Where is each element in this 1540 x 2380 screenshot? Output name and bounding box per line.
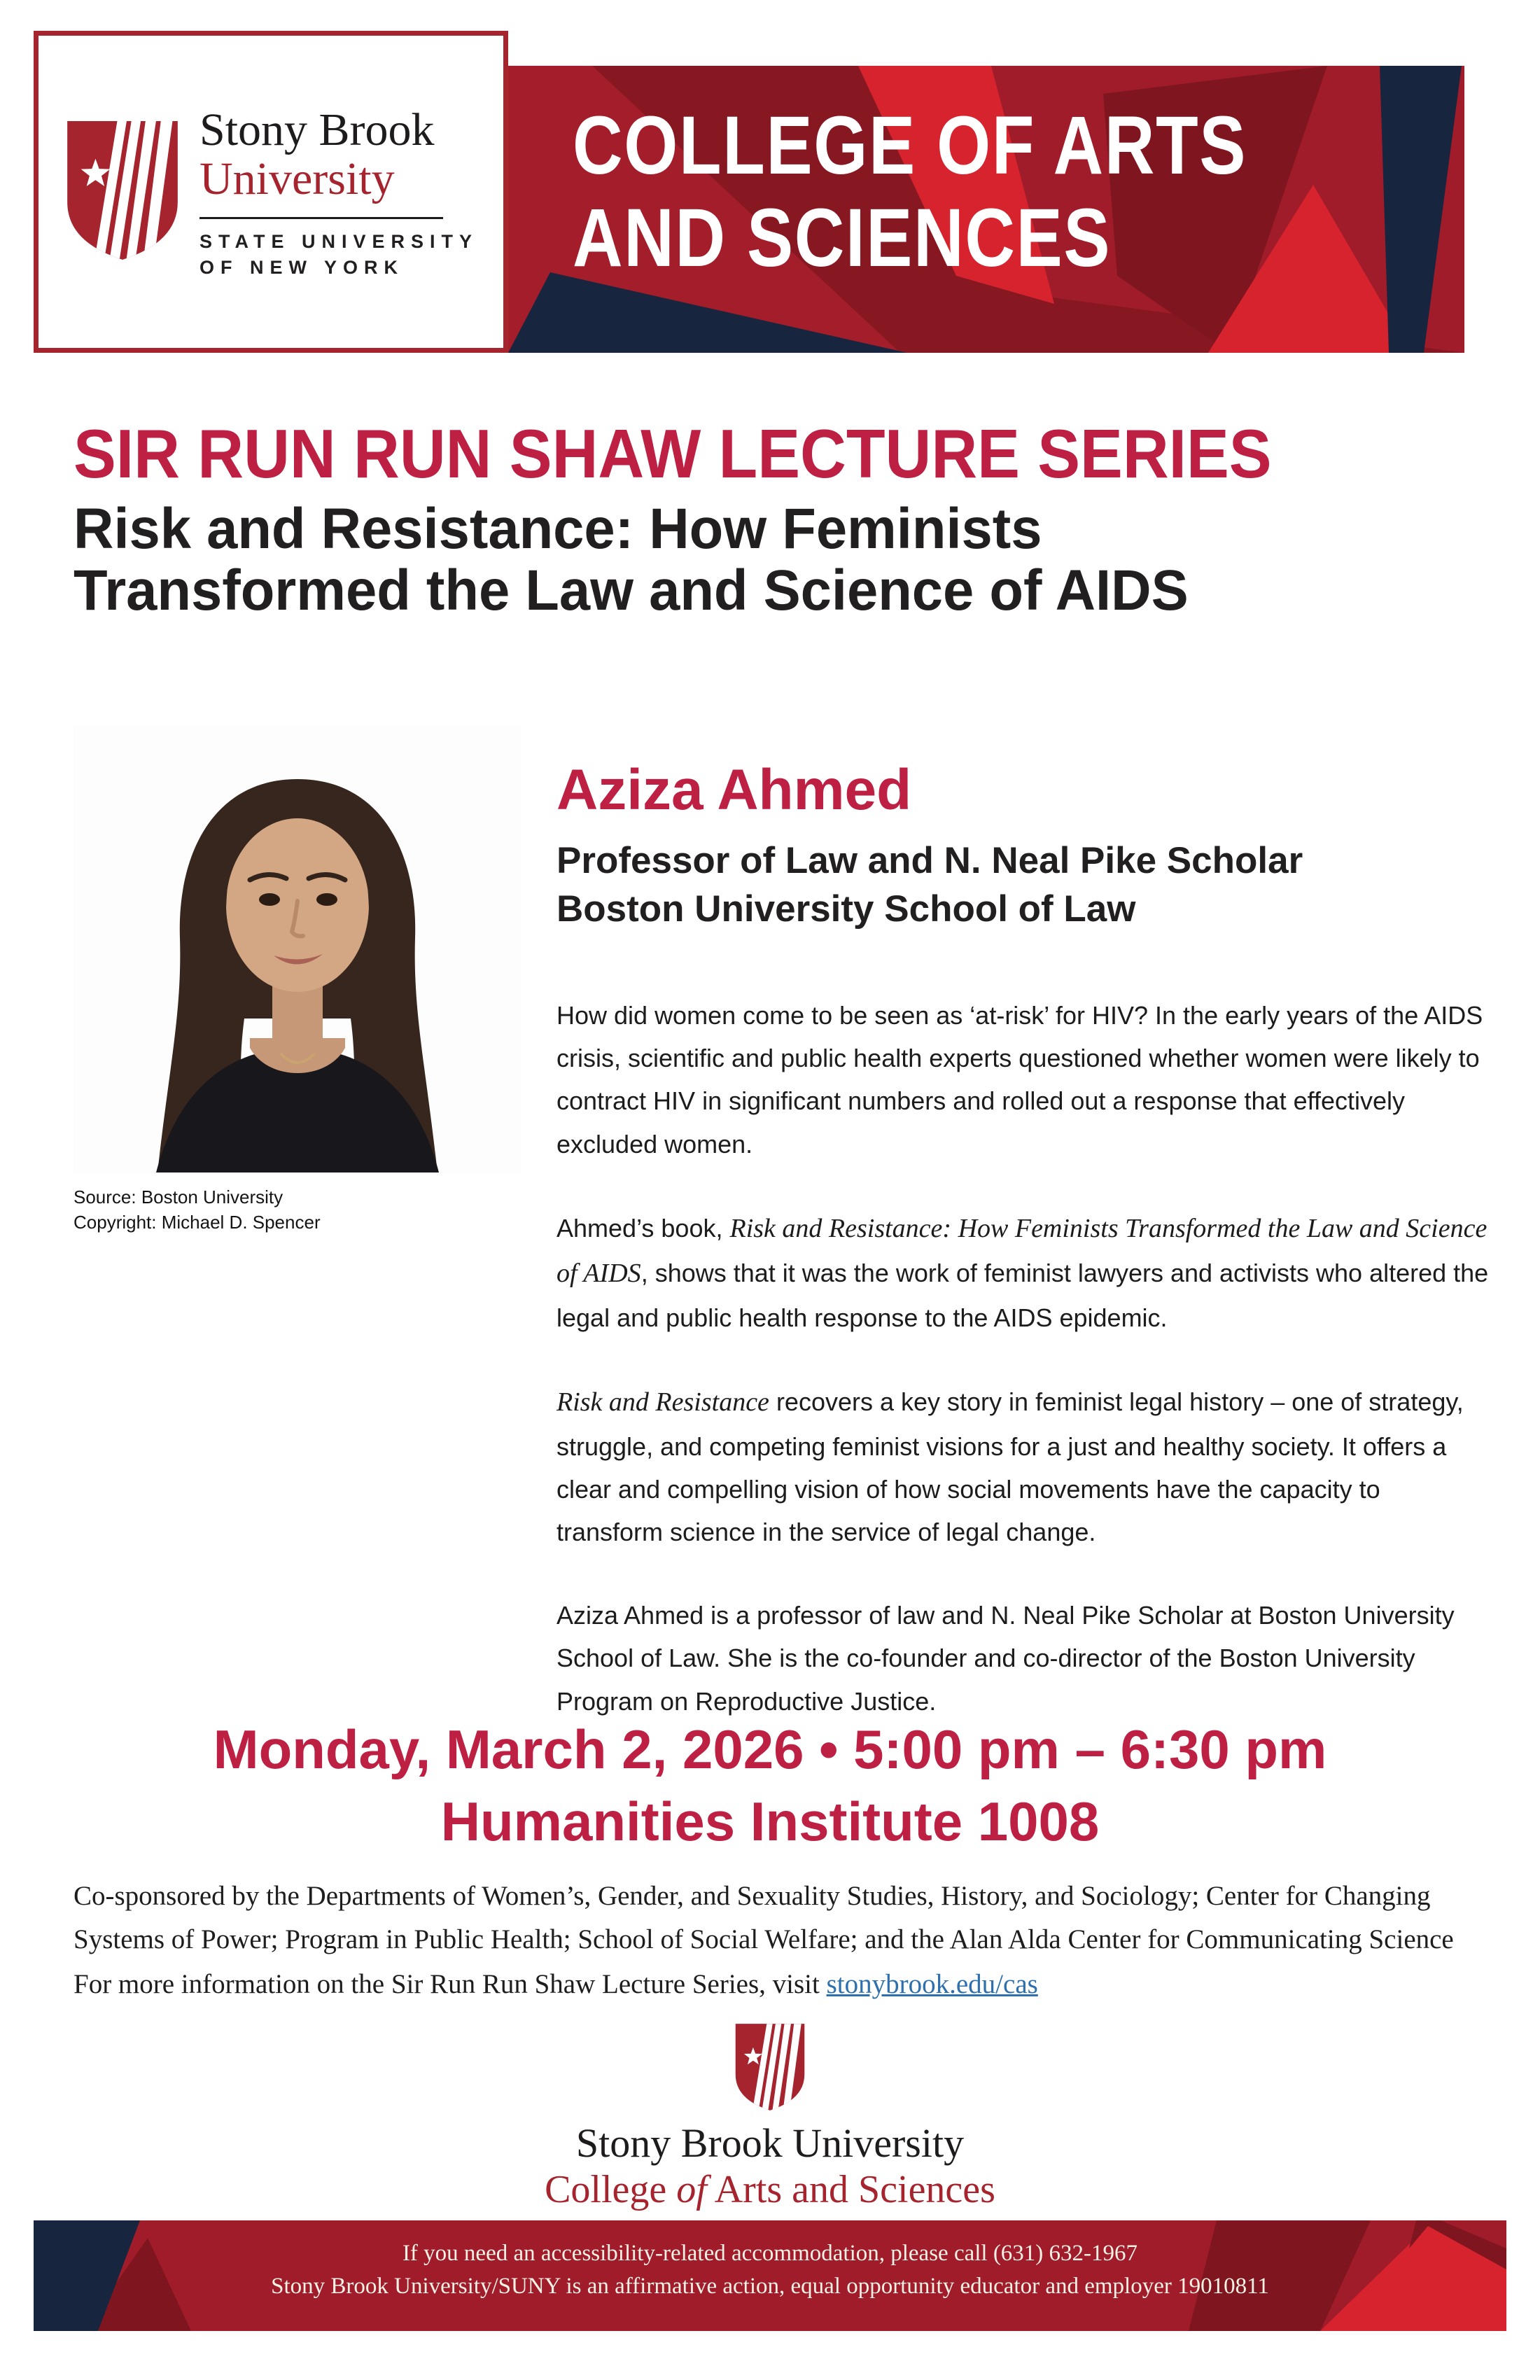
event-location: Humanities Institute 1008	[440, 1790, 1100, 1852]
bottom-college-name: College of Arts and Sciences	[545, 2168, 995, 2211]
suny-line1: STATE UNIVERSITY	[199, 231, 479, 253]
photo-caption	[74, 1184, 321, 1236]
banner-title-line1: COLLEGE OF ARTS	[573, 99, 1247, 192]
speaker-title-line1: Professor of Law and N. Neal Pike Scholar	[556, 840, 1303, 881]
speaker-title	[556, 837, 1303, 934]
talk-title-line1: Risk and Resistance: How Feminists	[74, 497, 1042, 561]
photo-caption-source: Source: Boston University	[74, 1186, 284, 1208]
college-banner	[508, 66, 1464, 353]
footer-eeo-line: Stony Brook University/SUNY is an affirmative action, equal opportunity educator and employer 19010811	[271, 2273, 1269, 2299]
event-details	[0, 1714, 1540, 1858]
university-logo-box	[34, 31, 508, 353]
talk-title-line2: Transformed the Law and Science of AIDS	[74, 558, 1189, 622]
photo-caption-copyright: Copyright: Michael D. Spencer	[74, 1212, 321, 1233]
speaker-name: Aziza Ahmed	[556, 758, 912, 822]
more-info-line: For more information on the Sir Run Run Shaw Lecture Series, visit stonybrook.edu/cas	[74, 1969, 1038, 1999]
footer-accessibility-line: If you need an accessibility-related accommodation, please call (631) 632-1967	[402, 2241, 1138, 2266]
university-name-line1: Stony Brook	[199, 104, 435, 156]
event-datetime: Monday, March 2, 2026 • 5:00 pm – 6:30 pm	[213, 1718, 1327, 1780]
footer-shield-icon	[733, 2022, 807, 2113]
cas-website-link[interactable]: stonybrook.edu/cas	[826, 1969, 1038, 1999]
suny-line2: OF NEW YORK	[199, 256, 404, 278]
talk-title	[74, 498, 1223, 621]
university-shield-icon	[64, 118, 181, 267]
banner-title-line2: AND SCIENCES	[573, 192, 1112, 285]
wordmark-divider	[200, 217, 443, 219]
speaker-title-line2: Boston University School of Law	[556, 888, 1136, 930]
bottom-university-name: Stony Brook University	[575, 2120, 965, 2166]
paragraph-3: Risk and Resistance recovers a key story in feminist legal history – one of strategy, struggle, and competing feminist visions for a just and healthy society. It offers a clear and compelling vision of how social movements have the capacity to transform science in the service of legal change.	[556, 1387, 1464, 1547]
footer-band	[34, 2220, 1506, 2331]
book-title-italic: Risk and Resistance: How Feminists Transformed the Law and Science of AIDS	[556, 1213, 1488, 1289]
paragraph-4: Aziza Ahmed is a professor of law and N. Neal Pike Scholar at Boston University School of Law. She is the co-founder and co-director of the Boston University Program on Reproductive Justice.	[556, 1601, 1455, 1716]
book-title-short-italic: Risk and Resistance	[556, 1387, 769, 1418]
speaker-photo	[74, 724, 522, 1172]
body-text	[556, 994, 1491, 1763]
sponsors-text: Co-sponsored by the Departments of Women’s, Gender, and Sexuality Studies, History, and Sociology; Center for Changing Systems of Power; Program in Public Health; School of Social Welfare; and the Alan Alda Center for Communicating Science	[74, 1881, 1454, 1954]
university-wordmark	[200, 104, 478, 280]
footer-text	[34, 2237, 1506, 2303]
paragraph-2: Ahmed’s book, Risk and Resistance: How Feminists Transformed the Law and Science of AIDS, shows that it was the work of feminist lawyers and activists who altered the legal and public health response to the AIDS epidemic.	[556, 1213, 1489, 1332]
university-name-line2: University	[199, 153, 395, 205]
lecture-series-title: SIR RUN RUN SHAW LECTURE SERIES	[74, 415, 1272, 492]
paragraph-1: How did women come to be seen as ‘at-risk’ for HIV? In the early years of the AIDS crisis, scientific and public health experts questioned whether women were likely to contract HIV in significant numbers and rolled out a response that effectively excluded women.	[556, 1001, 1483, 1158]
banner-title	[573, 99, 1247, 284]
